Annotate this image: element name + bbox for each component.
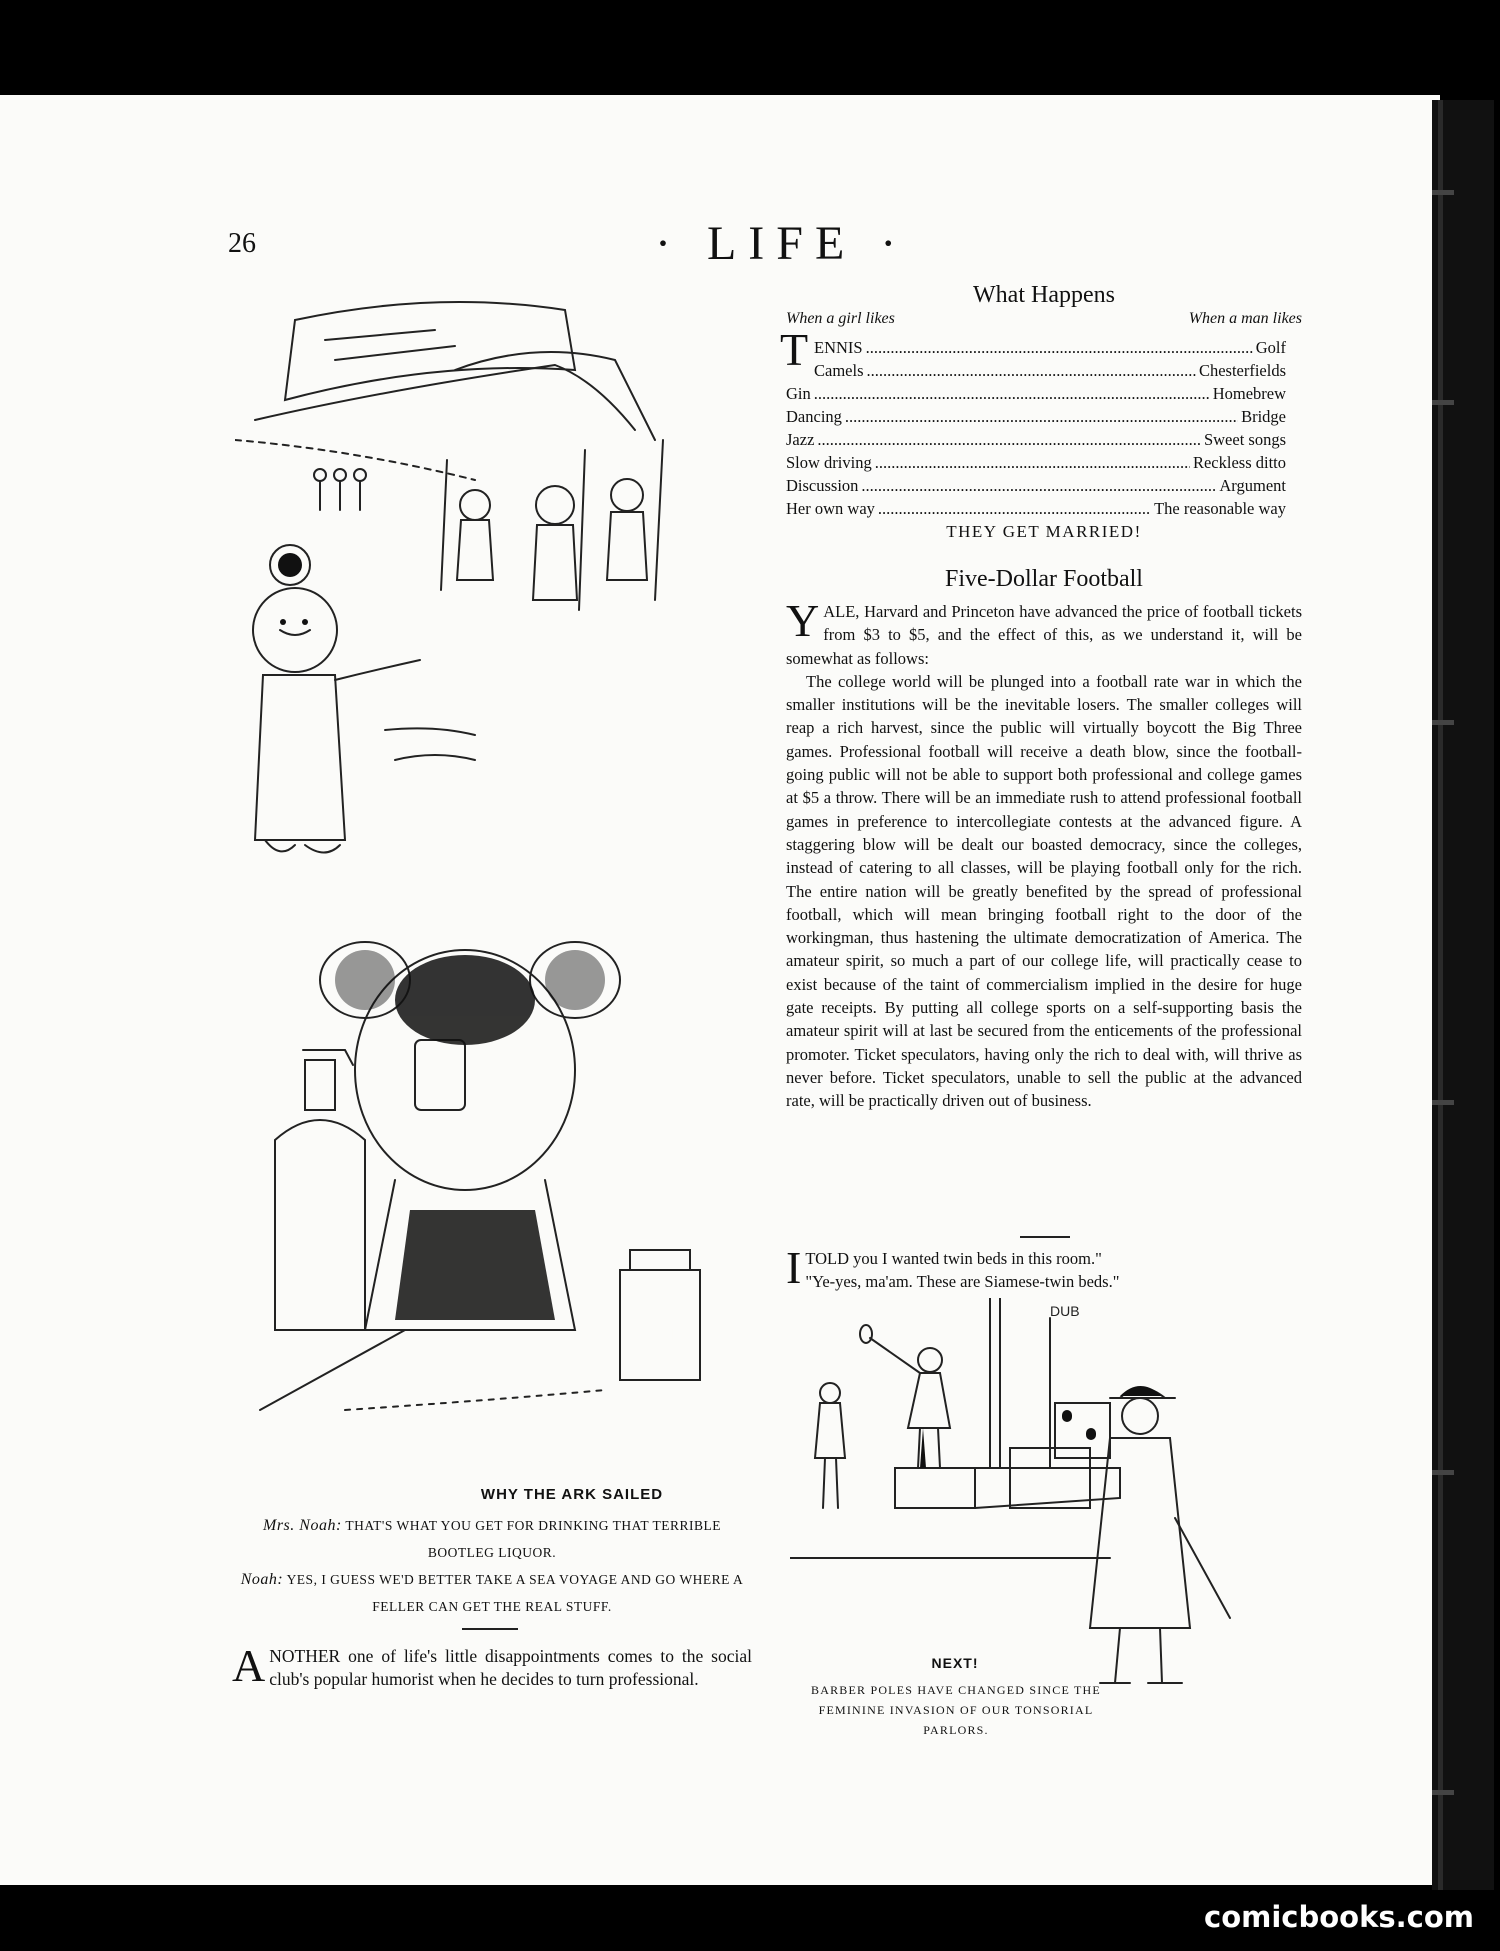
twin-line-2: "Ye-yes, ma'am. These are Siamese-twin beds." xyxy=(805,1272,1120,1291)
drop-cap: T xyxy=(780,324,809,375)
list-item: Her own way ..... The reasonable way xyxy=(786,497,1286,520)
what-happens-title: What Happens xyxy=(973,282,1115,308)
football-title: Five-Dollar Football xyxy=(945,566,1143,592)
football-paragraph-2: The college world will be plunged into a football rate war in which the smaller institutions will be the inevitable losers. The smaller colleges will reap a rich harvest, since the public will virtually boycott the Big Three games. Professional football will receive a death blow, since the football-going public will not be able to support both professional and college games at $5 a throw. There will be an immediate rush to attend professional football games in preference to intercollegiate contests at the advanced figure. A staggering blow will be dealt our boasted democracy, since the colleges, instead of catering to all classes, will be playing football only for the rich. The entire nation will be greatly benefited by the spread of professional football, which will mean bringing football right to the door of the workingman, thus hastening the ultimate democratization of America. The amateur spirit, so much a part of our college life, will practically cease to exist because of the taint of commercialism implied in the desire for huge gate receipts. By putting all college sports on a self-supporting basis the amateur spirit will at last be secured from the enticements of the professional promoter. Ticket speculators, having only the rich to deal with, will thrive as never before. Ticket speculators, unable to sell the public at the advanced rate, will be practically driven out of business. xyxy=(786,671,1302,1111)
watermark: comicbooks.com xyxy=(1204,1900,1474,1934)
list-item: Gin ..... Homebrew xyxy=(786,382,1286,405)
list-item: Slow driving ..... Reckless ditto xyxy=(786,451,1286,474)
married-conclusion: THEY GET MARRIED! xyxy=(946,522,1142,541)
man-likes-label: When a man likes xyxy=(1188,310,1302,327)
list-item: Discussion ..... Argument xyxy=(786,474,1286,497)
bottle-label: BROM xyxy=(625,1327,674,1344)
another-paragraph xyxy=(232,1640,752,1691)
drop-cap: A xyxy=(232,1640,266,1691)
noah-speaker: Noah: xyxy=(240,1571,284,1588)
section-divider-right xyxy=(1020,1236,1070,1238)
another-text: NOTHER one of life's little disappointments comes to the social club's popular humorist when he decides to turn professional. xyxy=(269,1646,752,1689)
barber-cartoon xyxy=(790,1298,1300,1718)
list-item: Camels ..... Chesterfields xyxy=(786,359,1286,382)
binding-edge xyxy=(1432,100,1494,1890)
twin-beds-joke xyxy=(786,1242,1302,1293)
list-item: ENNIS ..... Golf xyxy=(786,336,1286,359)
girl-likes-label: When a girl likes xyxy=(786,310,895,327)
twin-line-1: TOLD you I wanted twin beds in this room." xyxy=(805,1249,1102,1268)
what-happens-subheads xyxy=(786,310,1302,328)
ark-dialog xyxy=(232,1512,752,1620)
drop-cap: Y xyxy=(786,595,820,646)
next-caption: BARBER POLES HAVE CHANGED SINCE THE FEMININE INVASION OF OUR TONSORIAL PARLORS. xyxy=(811,1683,1101,1737)
list-item: Jazz ..... Sweet songs xyxy=(786,428,1286,451)
football-article xyxy=(786,595,1302,1113)
noah-line: YES, I GUESS WE'D BETTER TAKE A SEA VOYAGE AND GO WHERE A FELLER CAN GET THE REAL STUFF. xyxy=(286,1572,744,1614)
what-happens-table xyxy=(780,324,1286,520)
mrs-noah-speaker: Mrs. Noah: xyxy=(263,1517,342,1534)
masthead: · LIFE · xyxy=(655,217,909,270)
list-item: Dancing ..... Bridge xyxy=(786,405,1286,428)
football-paragraph-1: YALE, Harvard and Princeton have advanced the price of football tickets from $3 to $5, and the effect of this, as we understand it, will be somewhat as follows: xyxy=(786,595,1302,668)
shop-sign: DUB xyxy=(1050,1303,1080,1319)
page-number: 26 xyxy=(228,228,256,259)
ark-cartoon-top xyxy=(235,280,715,910)
mrs-noah-line: THAT'S WHAT YOU GET FOR DRINKING THAT TERRIBLE BOOTLEG LIQUOR. xyxy=(345,1518,721,1560)
next-caption-title: NEXT! xyxy=(931,1655,979,1671)
section-divider-left xyxy=(462,1628,518,1630)
ark-caption-title: WHY THE ARK SAILED xyxy=(480,1486,664,1503)
noah-cartoon-bottom xyxy=(245,920,725,1450)
drop-cap: I xyxy=(786,1242,802,1293)
